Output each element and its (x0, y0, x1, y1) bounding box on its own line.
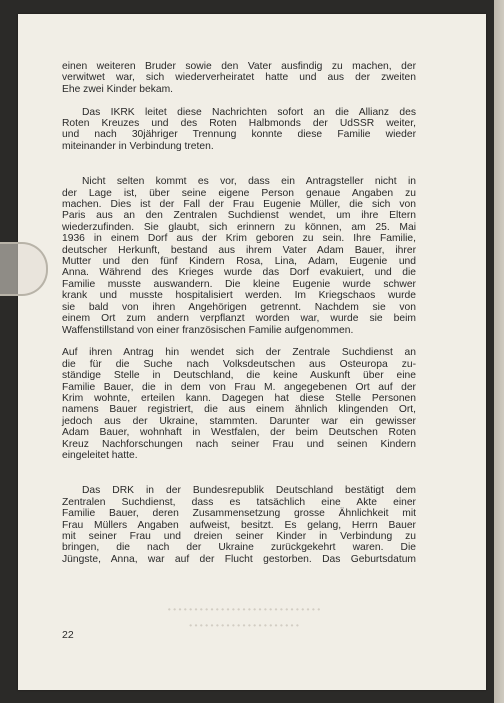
text-line: namens Bauer registriert, die aus einem ähnlich klingenden Ort, (62, 404, 416, 416)
text-line: mit seiner Frau und dreien seiner Kinder in Verbindung zu (62, 531, 416, 542)
text-line: Waffenstillstand von einer französischen Familie aufgenommen. (62, 324, 354, 336)
text-line: wiederzufinden. Sie glaubt, sich erinnern zu können, am 25. Mai (62, 221, 416, 233)
text-line: miteinander in Verbindung treten. (62, 140, 214, 152)
text-line: Familie Bauer, deren Zusammensetzung grosse Ähnlichkeit mit (62, 508, 416, 520)
text-line: Mutter und den fünf Kindern Rosa, Lina, Adam, Eugenie und (62, 256, 416, 268)
text-line: Paris aus an den Zentralen Suchdienst wendet, um ihre Eltern (62, 210, 416, 222)
text-line: Das DRK in der Bundesrepublik Deutschland bestätigt dem (82, 485, 416, 497)
text-line: Roten Kreuzes und des Roten Halbmonds der UdSSR weiter, (62, 118, 416, 130)
text-line: jedoch aus der Ukraine, stammten. Darunter war ein gewisser (62, 415, 416, 427)
bleed-through-text: • • • • • • • • • • • • • • • • • • • • • • • • • • • • • (167, 604, 321, 614)
text-line: sie bald von ihren Angehörigen getrennt. Nachdem sie von (62, 301, 416, 313)
text-line: Krim wohnte, erteilen kann. Dagegen hat diese Stelle Personen (62, 392, 416, 404)
paper-clip (0, 242, 48, 296)
text-line: bringen, die nach der Ukraine zurückgekehrt waren. Die (62, 542, 416, 554)
paragraph-5 (62, 485, 416, 565)
body-text (62, 61, 416, 577)
text-line: Auf ihren Antrag hin wendet sich der Zentrale Suchdienst an (62, 347, 416, 359)
text-line: 1936 in einem Dorf aus der Krim geboren zu sein. Ihre Familie, (62, 233, 416, 245)
next-page-edge (488, 0, 504, 703)
text-line: Ehe zwei Kinder bekam. (62, 83, 174, 95)
text-line: Zentralen Suchdienst, dass es tatsächlich eine Akte einer (62, 496, 416, 508)
paragraph-3 (62, 176, 416, 336)
bleed-through-text: • • • • • • • • • • • • • • • • • • • • • (189, 620, 299, 630)
text-line: deutscher Herkunft, bestand aus ihrem Vater Adam Bauer, ihrer (62, 244, 416, 256)
paragraph-2 (62, 107, 416, 153)
paragraph-1 (62, 61, 416, 95)
text-line: Kreuz Nachforschungen nach seiner Frau und seinen Kindern (62, 438, 416, 450)
text-line: machen. Dies ist der Fall der Frau Eugenie Müller, die sich von (62, 199, 416, 211)
paragraph-4 (62, 347, 416, 461)
page-number: 22 (62, 629, 74, 641)
text-line: und nach 30jähriger Trennung konnte diese Familie wieder (62, 129, 416, 141)
text-line: der Lage ist, über seine eigene Person genaue Angaben zu (62, 187, 416, 199)
text-line: krank und musste hospitalisiert werden. Im Kriegschaos wurde (62, 290, 416, 302)
text-line: Familie Bauer, die in dem von Frau M. angegebenen Ort auf der (62, 381, 416, 393)
text-line: die für die Suche nach Volksdeutschen aus Osteuropa zu- (62, 358, 416, 370)
text-line: Das IKRK leitet diese Nachrichten sofort an die Allianz des (82, 106, 416, 118)
text-line: einen weiteren Bruder sowie den Vater ausfindig zu machen, der (62, 61, 416, 72)
text-line: Adam Bauer, wohnhaft in Westfalen, der beim Deutschen Roten (62, 427, 416, 439)
text-line: Nicht selten kommt es vor, dass ein Antragsteller nicht in (82, 176, 416, 188)
text-line: Anna. Während des Krieges wurde das Dorf evakuiert, und die (62, 267, 416, 279)
text-line: Jüngste, Anna, war auf der Flucht gestorben. Das Geburtsdatum (62, 553, 416, 565)
text-line: einem Ort zum andern verpflanzt worden war, wurde sie beim (62, 313, 416, 325)
text-line: Frau Müllers Angaben aufweist, besitzt. Es gelang, Herrn Bauer (62, 519, 416, 531)
text-line: ständige Stelle in Deutschland, die keine Auskunft über eine (62, 370, 416, 382)
text-line: verwitwet war, sich wiederverheiratet hatte und aus der zweiten (62, 72, 416, 84)
text-line: eingeleitet hatte. (62, 449, 138, 461)
text-line: Familie musste auswandern. Die kleine Eugenie wurde schwer (62, 278, 416, 290)
